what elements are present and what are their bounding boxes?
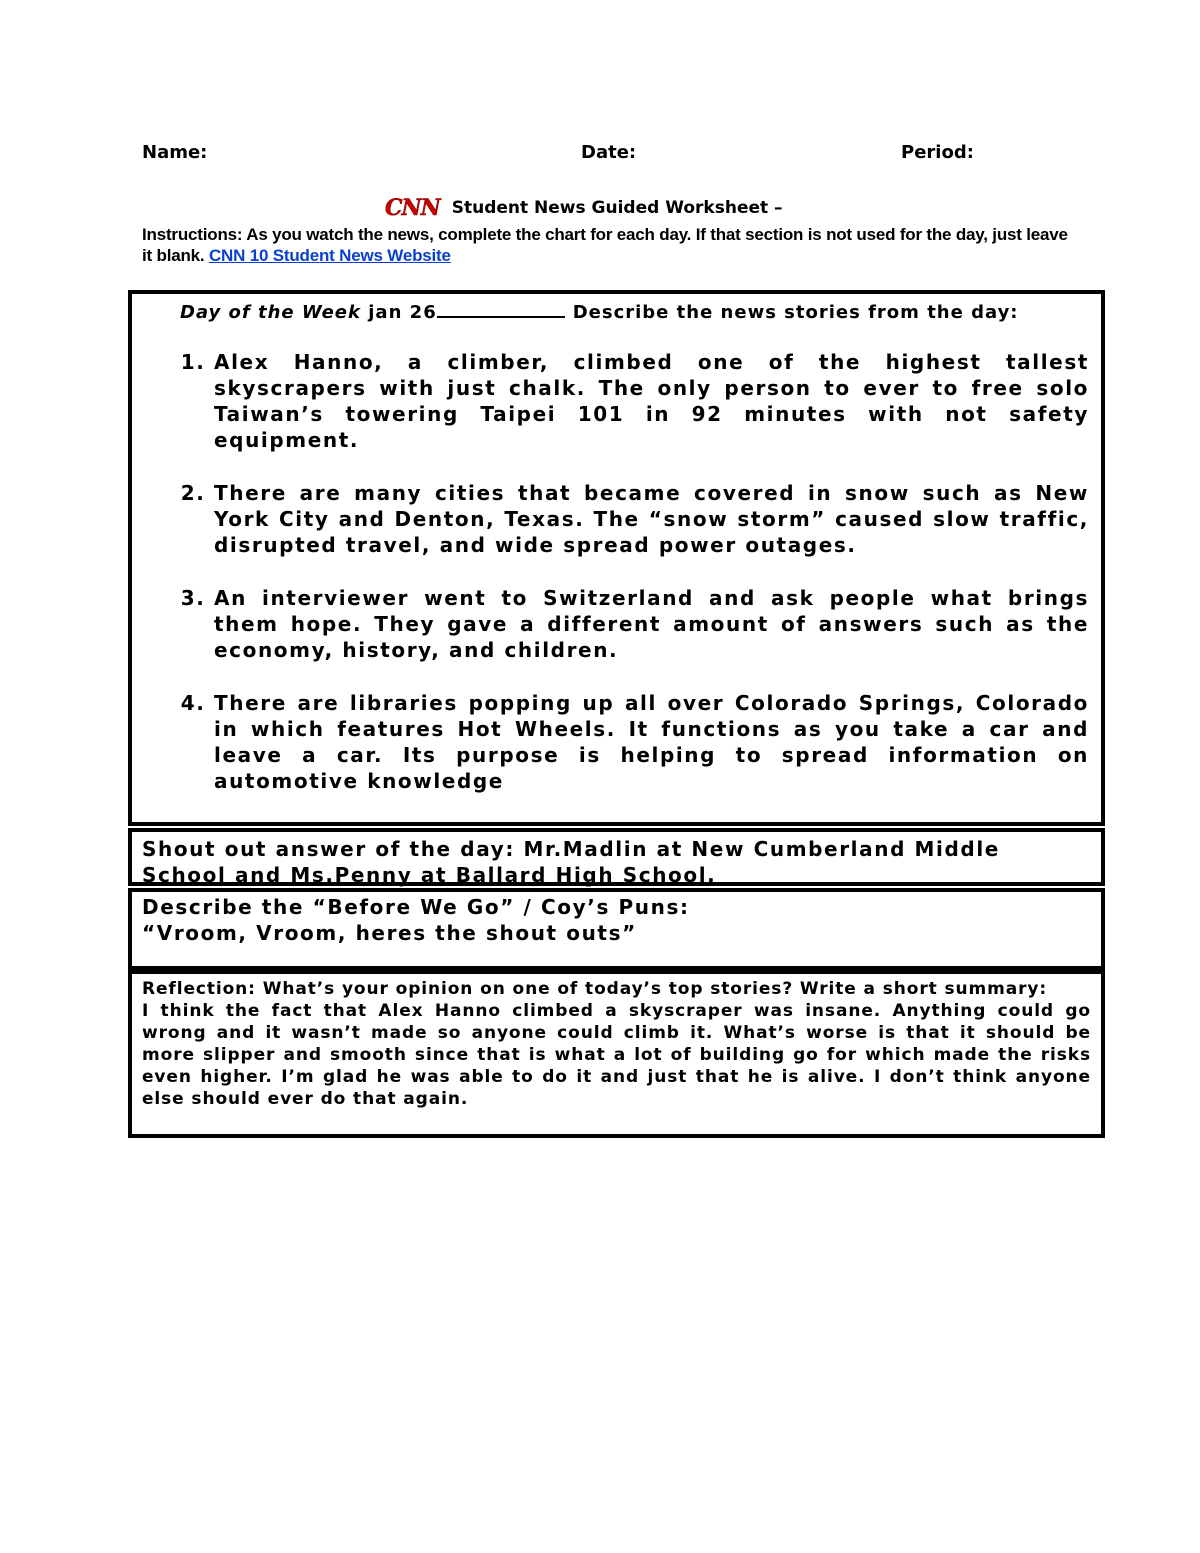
reflection-section [128, 970, 1105, 1138]
before-we-go-section [128, 888, 1105, 970]
day-line [180, 302, 1089, 323]
describe-label: Describe the news stories from the day: [572, 302, 1019, 323]
shout-out-text: Shout out answer of the day: Mr.Madlin at New Cumberland Middle School and Ms.Penny at Ballard High School. [142, 837, 1000, 887]
shout-out-section [128, 828, 1105, 886]
news-stories-section [128, 290, 1105, 826]
before-we-go-answer: “Vroom, Vroom, heres the shout outs” [142, 921, 637, 945]
title-text: Student News Guided Worksheet – [451, 198, 783, 218]
reflection-answer: I think the fact that Alex Hanno climbed a skyscraper was insane. Anything could go wrong and it wasn’t made so anyone could climb it. What’s worse is that it should be more slipper and smooth since that is what a lot of building go for which made the risks even higher. I’m glad he was able to do it and just that he is alive. I don’t think anyone else should ever do that again. [142, 1001, 1091, 1109]
cnn-logo: CNN [385, 195, 440, 221]
date-label: Date: [581, 142, 637, 163]
before-we-go-label: Describe the “Before We Go” / Coy’s Puns: [142, 895, 690, 919]
list-item: 3. An interviewer went to Switzerland and ask people what brings them hope. They gave a different amount of answers such as the economy, history, and children. [214, 585, 1089, 663]
list-item: 2. There are many cities that became covered in snow such as New York City and Denton, Texas. The “snow storm” caused slow traffic, disrupted travel, and wide spread power outages. [214, 480, 1089, 558]
instructions-text: Instructions: As you watch the news, complete the chart for each day. If that section is not used for the day, just leave it blank. [142, 225, 1068, 265]
reflection-label: Reflection: What’s your opinion on one of today’s top stories? Write a short summary: [142, 979, 1048, 999]
list-item: 1. Alex Hanno, a climber, climbed one of the highest tallest skyscrapers with just chalk. The only person to ever to free solo Taiwan’s towering Taipei 101 in 92 minutes with not safety equipment. [214, 349, 1089, 453]
day-value: jan 26 [368, 302, 437, 323]
period-label: Period: [901, 142, 974, 163]
cnn10-website-link[interactable]: CNN 10 Student News Website [208, 246, 451, 265]
name-label: Name: [142, 142, 208, 163]
instructions [142, 224, 1072, 266]
story-list [180, 349, 1089, 794]
list-item: 4. There are libraries popping up all over Colorado Springs, Colorado in which features Hot Wheels. It functions as you take a car and leave a car. Its purpose is helping to spread information on automotive knowledge [214, 690, 1089, 794]
worksheet-title [385, 195, 783, 221]
day-blank-line [437, 302, 565, 318]
day-label: Day of the Week [180, 302, 361, 323]
